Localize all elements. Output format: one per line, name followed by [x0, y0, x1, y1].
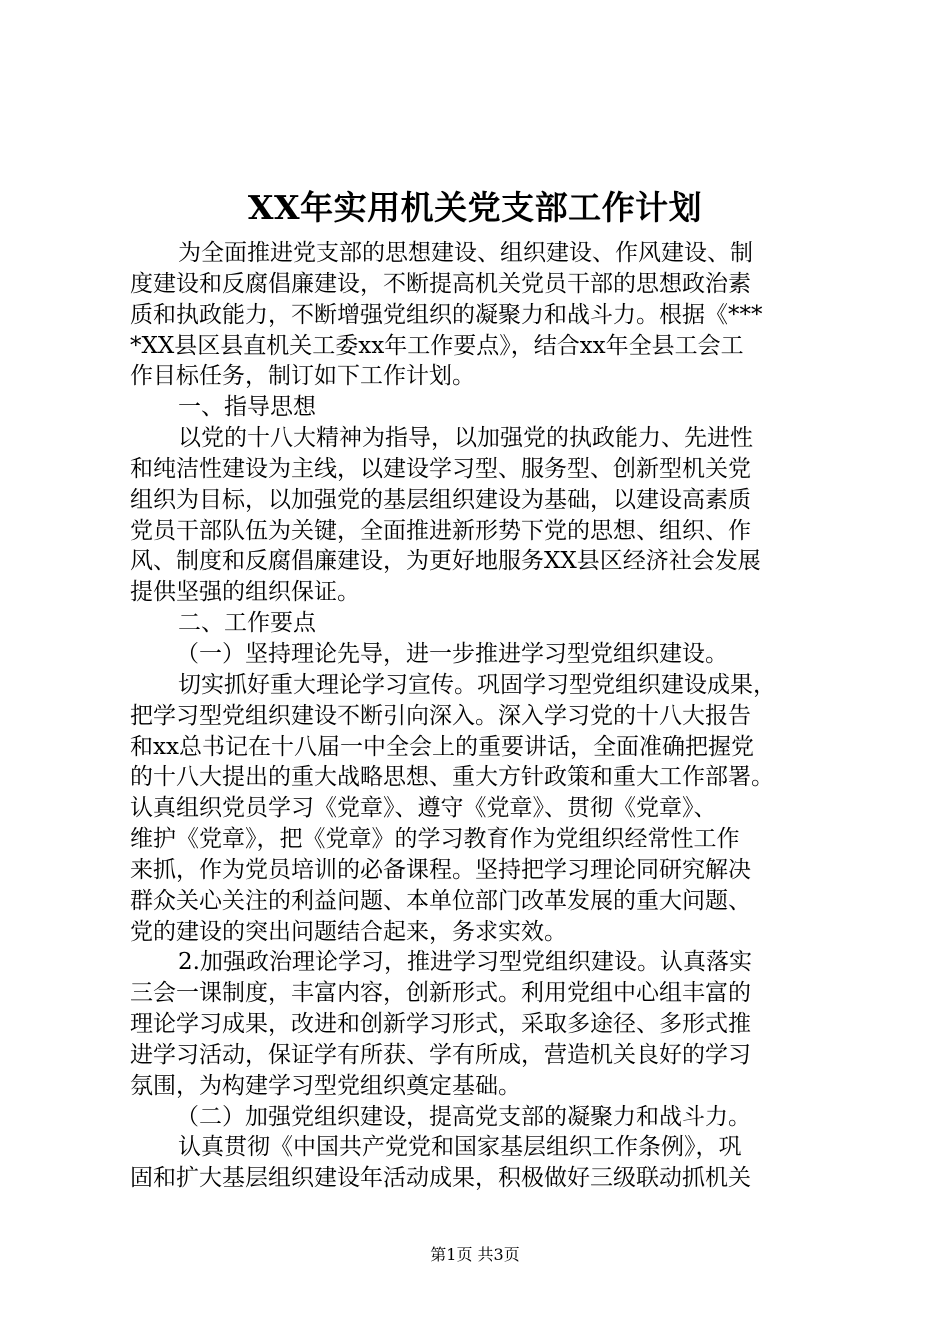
subsection-heading: （一）坚持理论先导，进一步推进学习型党组织建设。 [176, 640, 728, 667]
subsection-heading: （二）加强党组织建设，提高党支部的凝聚力和战斗力。 [176, 1103, 751, 1130]
paragraph-line: 提供坚强的组织保证。 [130, 579, 360, 606]
paragraph-line: 三会一课制度，丰富内容，创新形式。利用党组中心组丰富的 [130, 980, 751, 1007]
paragraph-line: 以党的十八大精神为指导，以加强党的执政能力、先进性 [178, 425, 753, 452]
paragraph-line: 质和执政能力，不断增强党组织的凝聚力和战斗力。根据《*** [130, 301, 763, 328]
paragraph-line: 组织为目标，以加强党的基层组织建设为基础，以建设高素质 [130, 486, 751, 513]
section-heading: 一、指导思想 [178, 394, 316, 421]
paragraph-line: 度建设和反腐倡廉建设，不断提高机关党员干部的思想政治素 [130, 270, 751, 297]
paragraph-line: 作目标任务，制订如下工作计划。 [130, 363, 475, 390]
paragraph-line: *XX县区县直机关工委xx年工作要点》，结合xx年全县工会工 [130, 332, 744, 359]
paragraph-line: 认真组织党员学习《党章》、遵守《党章》、贯彻《党章》、 [130, 795, 717, 822]
paragraph-line: 固和扩大基层组织建设年活动成果，积极做好三级联动抓机关 [130, 1165, 751, 1192]
paragraph-line: 风、制度和反腐倡廉建设，为更好地服务XX县区经济社会发展 [130, 548, 761, 575]
section-heading: 二、工作要点 [178, 610, 316, 637]
paragraph-line: 氛围，为构建学习型党组织奠定基础。 [130, 1072, 521, 1099]
paragraph-line: 来抓，作为党员培训的必备课程。坚持把学习理论同研究解决 [130, 856, 751, 883]
paragraph-line: 为全面推进党支部的思想建设、组织建设、作风建设、制 [178, 240, 753, 266]
document-title: XX年实用机关党支部工作计划 [247, 188, 703, 227]
paragraph-line: 把学习型党组织建设不断引向深入。深入学习党的十八大报告 [130, 702, 751, 729]
paragraph-line: 和纯洁性建设为主线，以建设学习型、服务型、创新型机关党 [130, 455, 751, 482]
paragraph-line: 党员干部队伍为关键，全面推进新形势下党的思想、组织、作 [130, 517, 751, 544]
paragraph-line: 和xx总书记在十八届一中全会上的重要讲话，全面准确把握党 [130, 733, 754, 760]
paragraph-line: 进学习活动，保证学有所获、学有所成，营造机关良好的学习 [130, 1041, 751, 1068]
document-body [130, 238, 830, 1194]
paragraph-line: 切实抓好重大理论学习宣传。巩固学习型党组织建设成果， [178, 671, 776, 698]
page-footer: 第1页 共3页 [430, 1245, 520, 1264]
paragraph-line: 2.加强政治理论学习，推进学习型党组织建设。认真落实 [178, 949, 752, 976]
paragraph-line: 理论学习成果，改进和创新学习形式，采取多途径、多形式推 [130, 1011, 751, 1038]
paragraph-line: 的十八大提出的重大战略思想、重大方针政策和重大工作部署。 [130, 764, 774, 791]
paragraph-line: 认真贯彻《中国共产党党和国家基层组织工作条例》，巩 [178, 1134, 742, 1161]
paragraph-line: 维护《党章》，把《党章》的学习教育作为党组织经常性工作 [130, 826, 740, 853]
paragraph-line: 党的建设的突出问题结合起来，务求实效。 [130, 918, 567, 945]
paragraph-line: 群众关心关注的利益问题、本单位部门改革发展的重大问题、 [130, 887, 751, 914]
